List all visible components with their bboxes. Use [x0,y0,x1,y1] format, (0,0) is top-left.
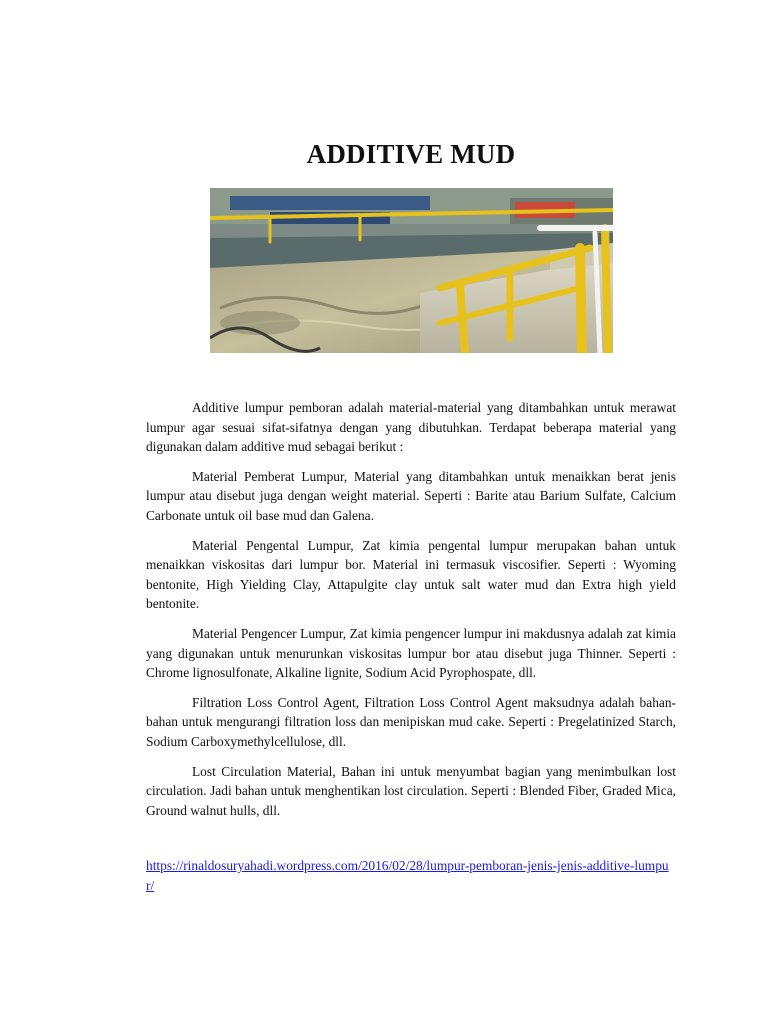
mud-pit-illustration [210,188,613,353]
paragraph-material-pengencer: Material Pengencer Lumpur, Zat kimia pengencer lumpur ini makdusnya adalah zat kimia yang digunakan untuk menurunkan viskositas lumpur bor atau disebut juga Thinner. Seperti : Chrome lignosulfonate, Alkaline lignite, Sodium Acid Pyrophospate, dll. [146,625,676,681]
paragraph-material-pengental: Material Pengental Lumpur, Zat kimia pengental lumpur merupakan bahan untuk menaikkan viskositas dari lumpur bor. Material ini termasuk viscosifier. Seperti : Wyoming bentonite, High Yielding Clay, Attapulgite clay untuk salt water mud dan Extra high yield bentonite. [146,537,676,612]
paragraph-intro: Additive lumpur pemboran adalah material-material yang ditambahkan untuk merawat lumpur agar sesuai sifat-sifatnya dengan yang dibutuhkan. Terdapat beberapa material yang digunakan dalam additive mud sebagai berikut : [146,400,676,455]
document-body [146,398,676,830]
paragraph-material-pemberat: Material Pemberat Lumpur, Material yang ditambahkan untuk menaikkan berat jenis lumpur atau disebut juga dengan weight material. Seperti : Barite atau Barium Sulfate, Calcium Carbonate untuk oil base mud dan Galena. [146,468,676,523]
paragraph-filtration-loss: Filtration Loss Control Agent, Filtration Loss Control Agent maksudnya adalah bahan-bahan untuk mengurangi filtration loss dan menipiskan mud cake. Seperti : Pregelatinized Starch, Sodium Carboxymethylcellulose, dll. [146,694,676,749]
document-title: ADDITIVE MUD [306,139,516,169]
paragraph-lost-circulation: Lost Circulation Material, Bahan ini untuk menyumbat bagian yang menimbulkan lost circulation. Jadi bahan untuk menghentikan lost circulation. Seperti : Blended Fiber, Graded Mica, Ground walnut hulls, dll. [146,763,676,818]
mud-pit-photo [210,188,613,353]
source-link[interactable]: https://rinaldosuryahadi.wordpress.com/2016/02/28/lumpur-pemboran-jenis-jenis-additive-lumpur/ [146,858,669,893]
